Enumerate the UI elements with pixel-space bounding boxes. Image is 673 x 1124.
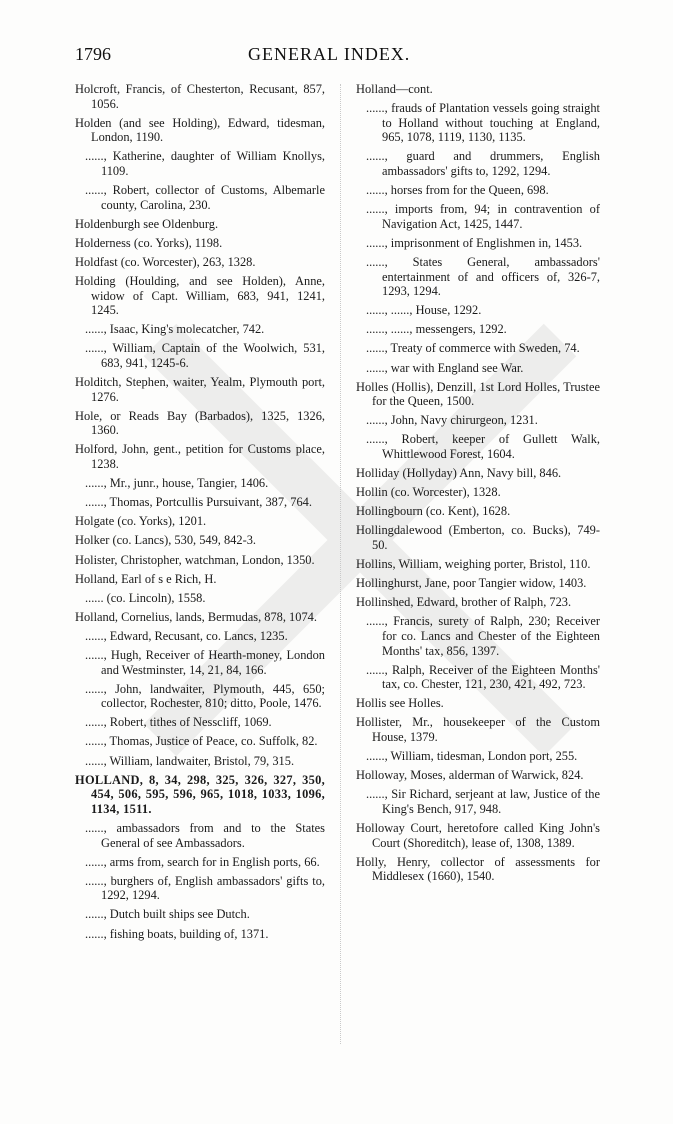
index-subentry: ......, States General, ambassadors' entertainment of and officers of, 326-7, 1293, 1294.: [366, 254, 600, 299]
index-subentry: ......, horses from for the Queen, 698.: [366, 183, 549, 198]
index-subentry: ......, Treaty of commerce with Sweden, 74.: [366, 341, 580, 356]
index-subentry: ......, William, tidesman, London port, 255.: [366, 749, 578, 764]
index-entry: Holdfast (co. Worcester), 263, 1328.: [75, 254, 256, 269]
index-entry: Hollins, William, weighing porter, Bristol, 110.: [356, 557, 591, 572]
index-subentry: ......, Thomas, Justice of Peace, co. Suffolk, 82.: [85, 734, 318, 749]
index-entry: Holland—cont.: [356, 82, 433, 96]
index-subentry: ......, arms from, search for in English ports, 66.: [85, 854, 320, 869]
index-entry: Holderness (co. Yorks), 1198.: [75, 235, 223, 250]
index-subentry: ......, Sir Richard, serjeant at law, Justice of the King's Bench, 917, 948.: [366, 787, 600, 816]
index-entry: Holker (co. Lancs), 530, 549, 842-3.: [75, 533, 256, 548]
index-subentry: ......, war with England see War.: [366, 360, 524, 375]
page-number: 1796: [75, 44, 111, 64]
index-entry: Holles (Hollis), Denzill, 1st Lord Holles, Trustee for the Queen, 1500.: [356, 379, 600, 409]
index-entry: Hollister, Mr., housekeeper of the Custom House, 1379.: [356, 715, 600, 744]
index-subentry: ......, fishing boats, building of, 1371.: [85, 926, 269, 941]
index-subentry: ......, Ralph, Receiver of the Eighteen Months' tax, co. Chester, 121, 230, 421, 492, 723.: [366, 662, 600, 692]
index-entry: Holister, Christopher, watchman, London, 1350.: [75, 552, 315, 567]
column-divider: [340, 84, 341, 1044]
index-subentry: ......, frauds of Plantation vessels going straight to Holland without touching at England, 965, 1078, 1119, 1130, 1135.: [366, 101, 600, 145]
index-entry: Holden (and see Holding), Edward, tidesman, London, 1190.: [75, 115, 325, 145]
index-subentry: ......, ......, House, 1292.: [366, 303, 482, 318]
index-subentry: ......, Thomas, Portcullis Pursuivant, 387, 764.: [85, 495, 312, 510]
index-subentry: ...... (co. Lincoln), 1558.: [85, 590, 206, 605]
index-subentry: ......, imports from, 94; in contravention of Navigation Act, 1425, 1447.: [366, 202, 600, 231]
index-subentry: ......, Robert, tithes of Nesscliff, 1069.: [85, 715, 272, 730]
index-entry: Holliday (Hollyday) Ann, Navy bill, 846.: [356, 466, 562, 481]
index-subentry: ......, Isaac, King's molecatcher, 742.: [85, 322, 265, 337]
index-entry: Holditch, Stephen, waiter, Yealm, Plymouth port, 1276.: [75, 375, 325, 404]
index-subentry: ......, John, landwaiter, Plymouth, 445, 650; collector, Rochester, 810; ditto, Poole, 1476.: [85, 681, 325, 711]
index-subentry: ......, Francis, surety of Ralph, 230; Receiver for co. Lancs and Chester of the Eighteen Months' tax, 856, 1397.: [366, 614, 600, 658]
index-subentry: ......, imprisonment of Englishmen in, 1453.: [366, 235, 583, 250]
index-subentry: ......, burghers of, English ambassadors' gifts to, 1292, 1294.: [85, 873, 325, 903]
index-entry: Holland, Earl of s e Rich, H.: [75, 571, 217, 586]
index-subentry: ......, John, Navy chirurgeon, 1231.: [366, 413, 538, 428]
index-entry: Holgate (co. Yorks), 1201.: [75, 514, 207, 529]
index-entry: Holland, Cornelius, lands, Bermudas, 878, 1074.: [75, 609, 317, 624]
index-subentry: ......, guard and drummers, English ambassadors' gifts to, 1292, 1294.: [366, 149, 600, 178]
index-entry: Hollin (co. Worcester), 1328.: [356, 485, 501, 500]
index-entry: Hollinshed, Edward, brother of Ralph, 723.: [356, 595, 572, 610]
index-subentry: ......, Dutch built ships see Dutch.: [85, 907, 250, 922]
index-entry: Holcroft, Francis, of Chesterton, Recusant, 857, 1056.: [75, 82, 325, 111]
index-entry: Hole, or Reads Bay (Barbados), 1325, 1326, 1360.: [75, 408, 325, 438]
index-entry: HOLLAND, 8, 34, 298, 325, 326, 327, 350, 454, 506, 595, 596, 965, 1018, 1033, 1096, 1134, 1511.: [75, 772, 325, 816]
index-subentry: ......, ......, messengers, 1292.: [366, 322, 507, 337]
index-entry: Holly, Henry, collector of assessments for Middlesex (1660), 1540.: [356, 854, 600, 884]
right-column: [356, 82, 600, 888]
index-subentry: ......, Edward, Recusant, co. Lancs, 1235.: [85, 628, 288, 643]
index-subentry: ......, William, Captain of the Woolwich, 531, 683, 941, 1245-6.: [85, 341, 325, 370]
index-subentry: ......, Hugh, Receiver of Hearth-money, London and Westminster, 14, 21, 84, 166.: [85, 648, 325, 677]
index-entry: Holloway Court, heretofore called King John's Court (Shoreditch), lease of, 1308, 1389.: [356, 820, 600, 850]
index-entry: Hollinghurst, Jane, poor Tangier widow, 1403.: [356, 576, 587, 591]
index-entry: Hollingbourn (co. Kent), 1628.: [356, 504, 511, 519]
index-subentry: ......, Robert, collector of Customs, Albemarle county, Carolina, 230.: [85, 183, 325, 212]
index-entry: Holdenburgh see Oldenburg.: [75, 216, 219, 231]
index-entry: Hollingdalewood (Emberton, co. Bucks), 749-50.: [356, 523, 600, 552]
index-entry: Holford, John, gent., petition for Customs place, 1238.: [75, 442, 325, 472]
index-subentry: ......, Robert, keeper of Gullett Walk, Whittlewood Forest, 1604.: [366, 432, 600, 461]
index-subentry: ......, Mr., junr., house, Tangier, 1406.: [85, 476, 269, 491]
index-entry: Holding (Houlding, and see Holden), Anne, widow of Capt. William, 683, 941, 1241, 1245.: [75, 274, 325, 318]
index-subentry: ......, Katherine, daughter of William Knollys, 1109.: [85, 149, 325, 178]
page-title: GENERAL INDEX.: [248, 44, 411, 64]
index-entry: Holloway, Moses, alderman of Warwick, 824.: [356, 768, 584, 783]
index-subentry: ......, William, landwaiter, Bristol, 79, 315.: [85, 753, 295, 768]
left-column: [75, 82, 325, 946]
index-entry: Hollis see Holles.: [356, 696, 444, 711]
index-subentry: ......, ambassadors from and to the States General of see Ambassadors.: [85, 820, 325, 850]
